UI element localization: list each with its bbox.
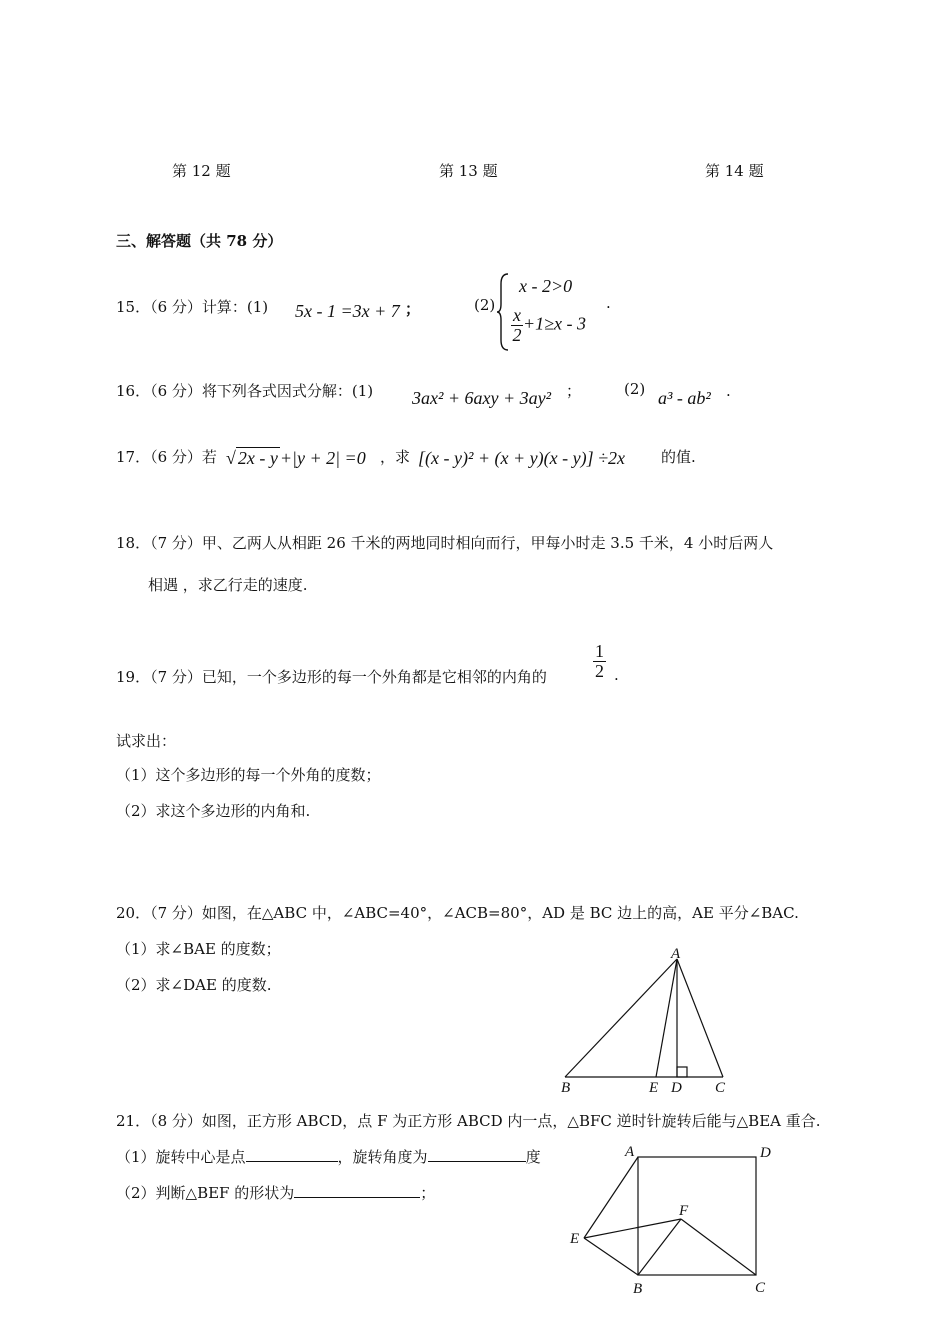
q21-line1: 21．（8 分）如图，正方形 ABCD，点 F 为正方形 ABCD 内一点，△BFC 逆时针旋转后能与△BEA 重合. [116,1112,821,1130]
q15-period: . [606,294,611,312]
q16-period: . [726,382,731,400]
q16-expression-1: 3ax² + 6axy + 3ay² [412,388,552,408]
q16-head: 16．（6 分）将下列各式因式分解：(1) [116,382,374,400]
point-label-d: D [671,1080,682,1096]
point-label-f: F [679,1203,689,1219]
segment-fc [681,1219,756,1275]
q17-tail: 的值. [661,448,696,466]
segment-eb [584,1238,638,1275]
vertex-label-b: B [633,1281,643,1297]
right-angle-mark [677,1067,687,1077]
triangle-shape-blank [294,1183,420,1198]
segment-ae [584,1157,638,1238]
q19-prompt: 试求出： [116,732,177,750]
figure-caption-13: 第 13 题 [439,162,498,180]
segment-ef [584,1219,681,1238]
q20-sub2: （2）求∠DAE 的度数. [116,976,272,994]
vertex-label-c: C [755,1280,766,1296]
q17-mid-text: ，求 [380,448,411,466]
section-title: 三、解答题（共 78 分） [116,232,283,250]
q19-sub2: （2）求这个多边形的内角和. [116,802,311,820]
q17-expression: [(x - y)² + (x + y)(x - y)] ÷2x [418,448,625,468]
vertex-label-a: A [625,1144,635,1160]
q16-expression-2: a³ - ab² [658,388,711,408]
triangle-abc-figure [555,946,745,1096]
square-abcd-figure [565,1140,775,1300]
q15-inequality-2: $\frac{x}{2}$ +1≥x - 3 [512,305,587,345]
q15-part2-label: (2) [474,296,496,314]
q15-brace [496,272,510,352]
q17-condition: √ 2x - y +|y + 2| =0 [226,448,366,468]
vertex-label-a: A [671,946,681,962]
q16-semicolon: ； [566,382,582,400]
q19-period: . [614,666,619,684]
q21-sub2: （2）判断△BEF 的形状为 ； [116,1184,436,1202]
q19-sub1: （1）这个多边形的每一个外角的度数； [116,766,381,784]
q15-inequality-1: x - 2>0 [519,276,573,296]
q15-equation: 5x - 1 =3x + 7 [295,301,400,321]
rotation-angle-blank [428,1147,526,1162]
vertex-label-b: B [561,1080,571,1096]
q19-fraction: $\frac{1}{2}$ [595,641,604,681]
q21-sub1: （1）旋转中心是点 ，旋转角度为 度 [116,1148,541,1166]
segment-bf [638,1219,681,1275]
q16-part2-label: (2) [624,380,646,398]
figure-caption-12: 第 12 题 [172,162,231,180]
bisector-ae [656,959,677,1077]
square-abcd [638,1157,756,1275]
q15-semicolon: ； [405,300,421,318]
q20-sub1: （1）求∠BAE 的度数； [116,940,281,958]
q15-head: 15．（6 分）计算：(1) [116,298,269,316]
q17-head: 17．（6 分）若 [116,448,217,466]
side-ab [565,959,677,1077]
point-label-e: E [570,1231,580,1247]
figure-caption-14: 第 14 题 [705,162,764,180]
rotation-center-blank [246,1147,338,1162]
q20-line1: 20．（7 分）如图，在△ABC 中，∠ABC=40°，∠ACB=80°，AD 是 BC 边上的高，AE 平分∠BAC. [116,904,799,922]
q18-line1: 18．（7 分）甲、乙两人从相距 26 千米的两地同时相向而行，甲每小时走 3.5 千米，4 小时后两人 [116,534,774,552]
vertex-label-d: D [760,1145,771,1161]
vertex-label-c: C [715,1080,726,1096]
side-ac [677,959,723,1077]
q18-line2: 相遇 ，求乙行走的速度. [148,576,308,594]
point-label-e: E [649,1080,659,1096]
q19-head: 19．（7 分）已知，一个多边形的每一个外角都是它相邻的内角的 [116,668,547,686]
